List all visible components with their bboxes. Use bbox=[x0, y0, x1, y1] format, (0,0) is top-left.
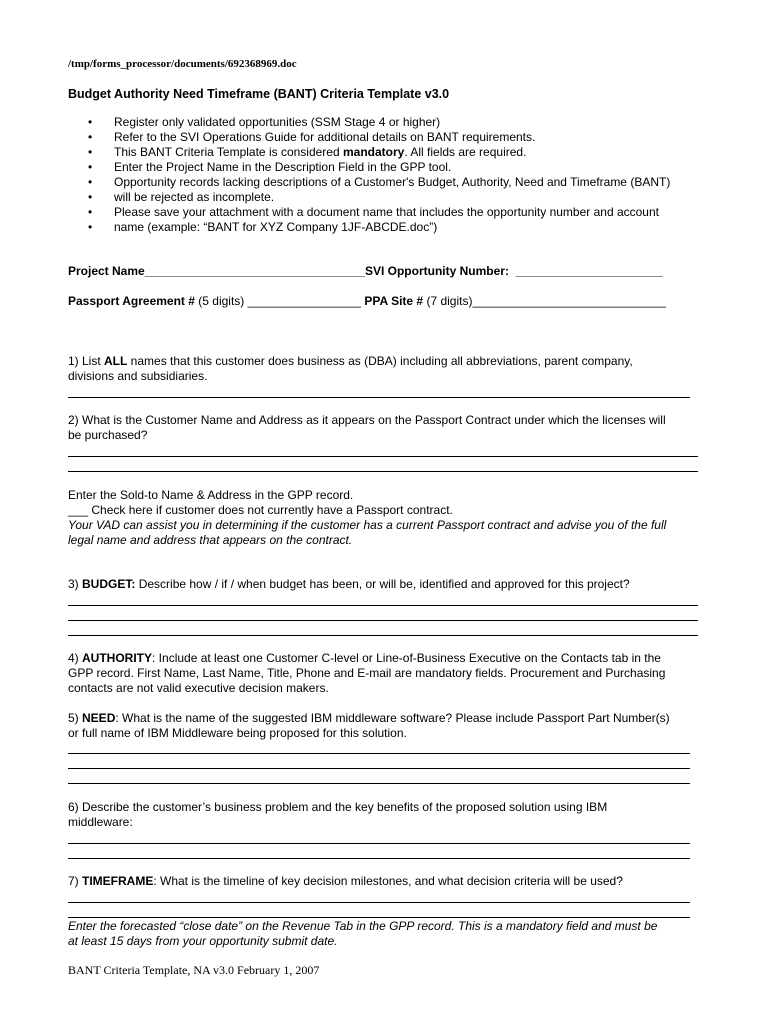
ppa-site-label: PPA Site # bbox=[364, 294, 424, 308]
q6-text: 6) Describe the customer’s business problem and the key benefits of the proposed solution using IBM bbox=[68, 800, 608, 814]
q4-text: : Include at least one Customer C-level or Line-of-Business Executive on the Contacts tab in the bbox=[152, 651, 661, 665]
answer-line[interactable] bbox=[68, 471, 698, 472]
document-title: Budget Authority Need Timeframe (BANT) Criteria Template v3.0 bbox=[68, 87, 450, 101]
q1-text: names that this customer does business as (DBA) including all abbreviations, parent company, bbox=[127, 354, 633, 368]
instructions-list bbox=[88, 115, 670, 235]
q3-text: Describe how / if / when budget has been, or will be, identified and approved for this project? bbox=[135, 577, 630, 591]
answer-line[interactable] bbox=[68, 858, 690, 859]
file-path: /tmp/forms_processor/documents/692368969.doc bbox=[68, 58, 297, 70]
answer-line[interactable] bbox=[68, 456, 698, 457]
answer-line[interactable] bbox=[68, 605, 698, 606]
answer-line[interactable] bbox=[68, 753, 690, 754]
q7-text: : What is the timeline of key decision milestones, and what decision criteria will be used? bbox=[153, 874, 623, 888]
answer-line[interactable] bbox=[68, 768, 690, 769]
q2-italic-note: Your VAD can assist you in determining if the customer has a current Passport contract and advise you of the full bbox=[68, 518, 667, 532]
answer-line[interactable] bbox=[68, 902, 690, 903]
list-item: • Refer to the SVI Operations Guide for additional details on BANT requirements. bbox=[88, 130, 670, 145]
q4-text-cont: GPP record. First Name, Last Name, Title, Phone and E-mail are mandatory fields. Procurement and Purchasing bbox=[68, 666, 666, 680]
list-item-continuation: • name (example: “BANT for XYZ Company 1JF-ABCDE.doc”) bbox=[88, 220, 670, 235]
list-item: • Enter the Project Name in the Description Field in the GPP tool. bbox=[88, 160, 670, 175]
q3-emphasis: BUDGET: bbox=[82, 577, 136, 591]
q2-note: Enter the Sold-to Name & Address in the GPP record. bbox=[68, 488, 354, 502]
answer-line[interactable] bbox=[68, 397, 690, 398]
list-item-continuation: • will be rejected as incomplete. bbox=[88, 190, 670, 205]
question-6 bbox=[68, 800, 607, 830]
svi-number-input[interactable]: ______________________ bbox=[515, 264, 663, 278]
q4-number: 4) bbox=[68, 651, 83, 665]
list-item-text: This BANT Criteria Template is considered bbox=[114, 145, 343, 159]
question-7 bbox=[68, 874, 623, 889]
q7-italic-note: Enter the forecasted “close date” on the Revenue Tab in the GPP record. This is a mandatory field and must be bbox=[68, 919, 658, 933]
q1-number: 1) List bbox=[68, 354, 105, 368]
list-item-text: . All fields are required. bbox=[404, 145, 527, 159]
list-item: • Opportunity records lacking descriptions of a Customer's Budget, Authority, Need and Timeframe (BANT) bbox=[88, 175, 670, 190]
q5-number: 5) bbox=[68, 711, 83, 725]
project-name-row bbox=[68, 264, 662, 278]
list-item bbox=[88, 145, 670, 160]
q7-number: 7) bbox=[68, 874, 83, 888]
q4-text-cont: contacts are not valid executive decision makers. bbox=[68, 681, 329, 695]
q1-emphasis: ALL bbox=[104, 354, 128, 368]
question-4 bbox=[68, 651, 665, 696]
question-5 bbox=[68, 711, 670, 741]
answer-line[interactable] bbox=[68, 783, 690, 784]
q2-italic-note: legal name and address that appears on the contract. bbox=[68, 533, 353, 547]
q5-text-cont: or full name of IBM Middleware being proposed for this solution. bbox=[68, 726, 407, 740]
passport-checkbox[interactable]: ___ Check here if customer does not currently have a Passport contract. bbox=[68, 503, 453, 517]
page-footer: BANT Criteria Template, NA v3.0 February 1, 2007 bbox=[68, 963, 320, 977]
question-2 bbox=[68, 413, 666, 443]
q2-text-cont: be purchased? bbox=[68, 428, 148, 442]
q7-italic-note: at least 15 days from your opportunity submit date. bbox=[68, 934, 338, 948]
mandatory-emphasis: mandatory bbox=[342, 145, 405, 159]
q7-emphasis: TIMEFRAME bbox=[82, 874, 154, 888]
project-name-label: Project Name bbox=[68, 264, 145, 278]
project-name-input[interactable]: _________________________________ bbox=[144, 264, 365, 278]
q5-text: : What is the name of the suggested IBM middleware software? Please include Passport Part Number(s) bbox=[115, 711, 670, 725]
answer-line[interactable] bbox=[68, 635, 698, 636]
svi-number-label: SVI Opportunity Number: bbox=[364, 264, 509, 278]
passport-agreement-input[interactable]: (5 digits) _________________ bbox=[194, 294, 365, 308]
q6-text-cont: middleware: bbox=[68, 815, 133, 829]
q2-notes bbox=[68, 488, 666, 548]
q5-emphasis: NEED bbox=[82, 711, 116, 725]
q3-number: 3) bbox=[68, 577, 83, 591]
list-item: • Please save your attachment with a document name that includes the opportunity number and account bbox=[88, 205, 670, 220]
question-3 bbox=[68, 577, 630, 592]
ppa-site-input[interactable]: (7 digits)_____________________________ bbox=[423, 294, 666, 308]
passport-row bbox=[68, 294, 666, 308]
list-item: • Register only validated opportunities (SSM Stage 4 or higher) bbox=[88, 115, 670, 130]
passport-agreement-label: Passport Agreement # bbox=[68, 294, 195, 308]
q1-text-cont: divisions and subsidiaries. bbox=[68, 369, 208, 383]
answer-line[interactable] bbox=[68, 620, 698, 621]
q2-text: 2) What is the Customer Name and Address as it appears on the Passport Contract under which the licenses will bbox=[68, 413, 666, 427]
answer-line[interactable] bbox=[68, 843, 690, 844]
question-1 bbox=[68, 354, 633, 384]
q7-notes bbox=[68, 919, 657, 949]
answer-line[interactable] bbox=[68, 917, 690, 918]
q4-emphasis: AUTHORITY bbox=[82, 651, 153, 665]
